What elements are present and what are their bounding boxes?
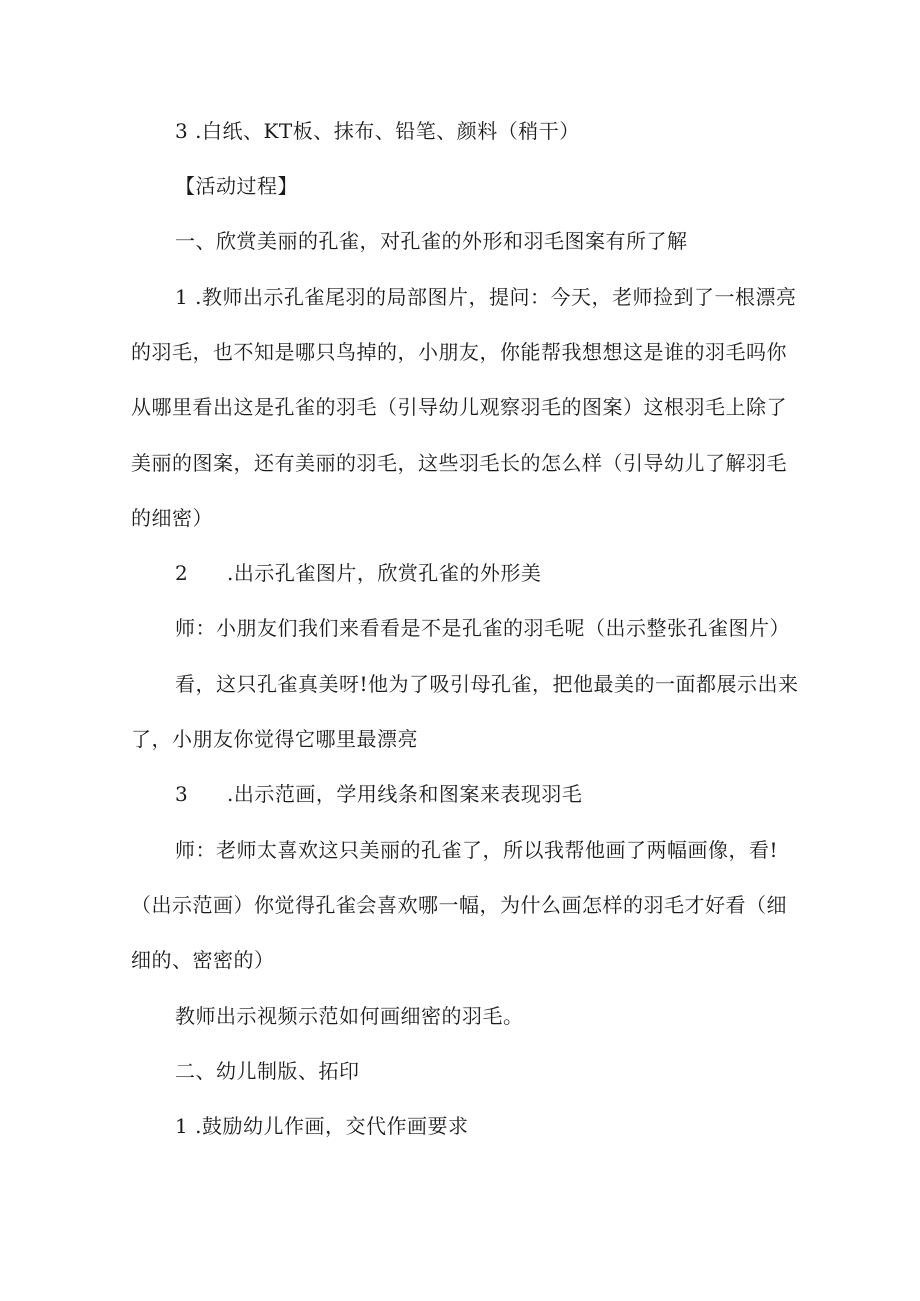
paragraph-4-line-2: （出示范画）你觉得孔雀会喜欢哪一幅，为什么画怎样的羽毛才好看（细: [131, 893, 787, 917]
paragraph-1-line-5: 的细密）: [131, 506, 213, 530]
section-heading-1: 一、欣赏美丽的孔雀，对孔雀的外形和羽毛图案有所了解: [175, 229, 688, 253]
paragraph-1-line-2: 的羽毛，也不知是哪只鸟掉的，小朋友，你能帮我想想这是谁的羽毛吗你: [131, 340, 787, 364]
step-3-number: 3: [175, 782, 189, 806]
paragraph-1-line-1: 1 .教师出示孔雀尾羽的局部图片，提问：今天，老师捡到了一根漂亮: [175, 285, 797, 309]
section-heading-2: 二、幼儿制版、拓印: [175, 1059, 360, 1083]
paragraph-6-line-1: 1 .鼓励幼儿作画，交代作画要求: [175, 1114, 469, 1138]
paragraph-1-line-3: 从哪里看出这是孔雀的羽毛（引导幼儿观察羽毛的图案）这根羽毛上除了: [131, 395, 787, 419]
step-3-text: .出示范画，学用线条和图案来表现羽毛: [227, 782, 583, 806]
paragraph-3-line-2: 了，小朋友你觉得它哪里最漂亮: [131, 727, 418, 751]
paragraph-2-line-1: 师：小朋友们我们来看看是不是孔雀的羽毛呢（出示整张孔雀图片）: [175, 616, 790, 640]
step-2-number: 2: [175, 561, 189, 585]
section-heading-activity-process: 【活动过程】: [175, 174, 298, 198]
step-2-text: .出示孔雀图片，欣赏孔雀的外形美: [227, 561, 542, 585]
paragraph-3-line-1: 看，这只孔雀真美呀!他为了吸引母孔雀，把他最美的一面都展示出来: [175, 672, 799, 696]
paragraph-4-line-3: 细的、密密的）: [131, 948, 275, 972]
paragraph-4-line-1: 师：老师太喜欢这只美丽的孔雀了，所以我帮他画了两幅画像，看!: [175, 838, 779, 862]
paragraph-5-line-1: 教师出示视频示范如何画细密的羽毛。: [175, 1004, 524, 1028]
paragraph-1-line-4: 美丽的图案，还有美丽的羽毛，这些羽毛长的怎么样（引导幼儿了解羽毛: [131, 451, 787, 475]
materials-item-3: 3 .白纸、KT板、抹布、铅笔、颜料（稍干）: [175, 119, 580, 143]
